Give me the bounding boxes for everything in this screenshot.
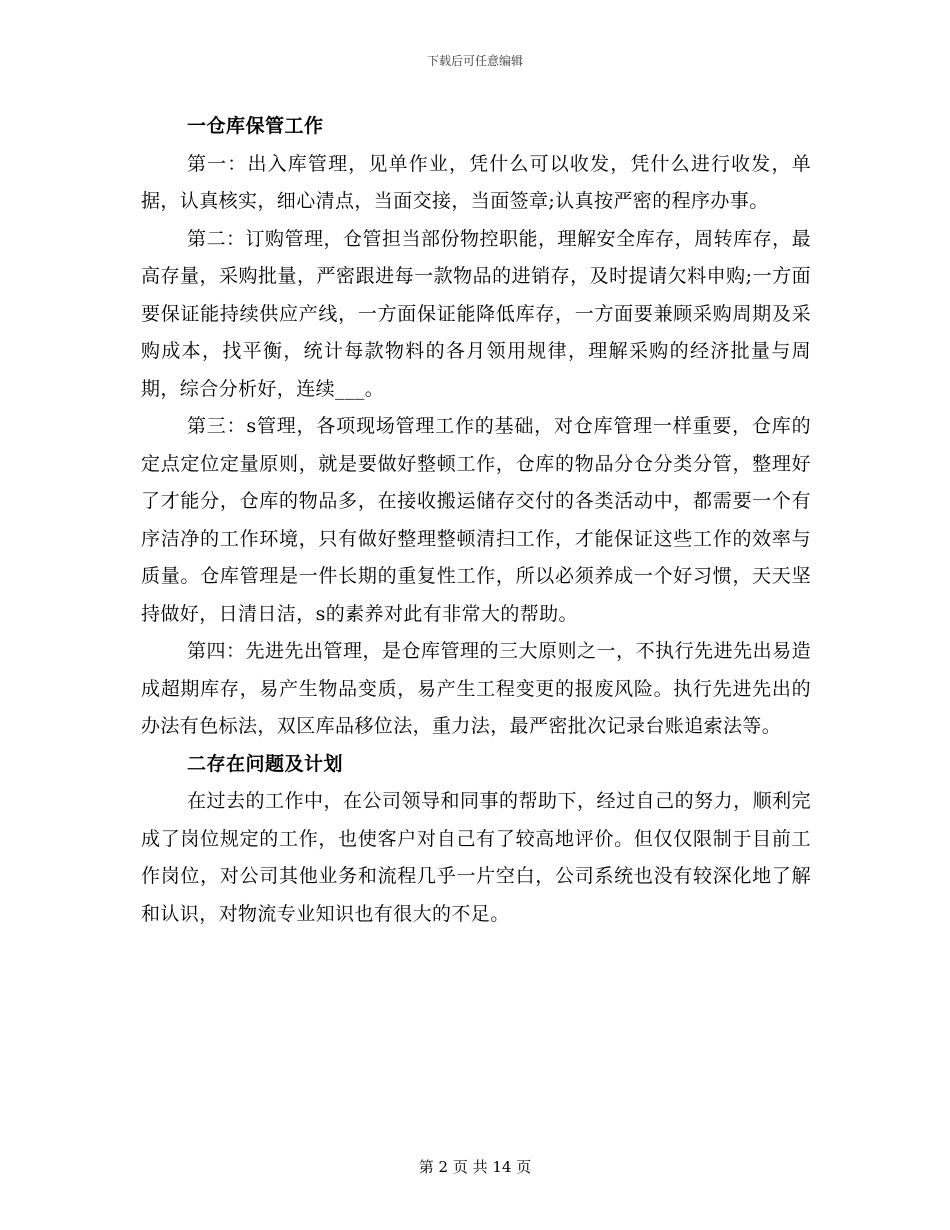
page-number-footer: 第 2 页 共 14 页: [418, 1158, 532, 1176]
section-heading-problems-plans: 二存在问题及计划: [187, 752, 344, 775]
paragraph-site-management: 第三：s管理，各项现场管理工作的基础，对仓库管理一样重要，仓库的定点定位定量原则，就是要做好整顿工作，仓库的物品分仓分类分管，整理好了才能分，仓库的物品多，在接收搬运储存交付的各类活动中，都需要一个有序洁净的工作环境，只有做好整理整顿清扫工作，才能保证这些工作的效率与质量。仓库管理是一件长期的重复性工作，所以必须养成一个好习惯，天天坚持做好，日清日洁，s的素养对此有非常大的帮助。: [141, 415, 811, 625]
paragraph-inbound-outbound: 第一：出入库管理，见单作业，凭什么可以收发，凭什么进行收发，单据，认真核实，细心清点，当面交接，当面签章;认真按严密的程序办事。: [141, 152, 811, 212]
header-note: 下载后可任意编辑: [426, 54, 523, 68]
document-body: [141, 108, 811, 933]
paragraph-fifo: 第四：先进先出管理，是仓库管理的三大原则之一，不执行先进先出易造成超期库存，易产生物品变质，易产生工程变更的报废风险。执行先进先出的办法有色标法，双区库品移位法，重力法，最严密批次记录台账追索法等。: [141, 640, 811, 737]
paragraph-ordering: 第二：订购管理，仓管担当部份物控职能，理解安全库存，周转库存，最高存量，采购批量，严密跟进每一款物品的进销存，及时提请欠料申购;一方面要保证能持续供应产线，一方面保证能降低库存，一方面要兼顾采购周期及采购成本，找平衡，统计每款物料的各月领用规律，理解采购的经济批量与周期，综合分析好，连续___。: [141, 227, 811, 400]
paragraph-problems: 在过去的工作中，在公司领导和同事的帮助下，经过自己的努力，顺利完成了岗位规定的工作，也使客户对自己有了较高地评价。但仅仅限制于目前工作岗位，对公司其他业务和流程几乎一片空白，公司系统也没有较深化地了解和认识，对物流专业知识也有很大的不足。: [141, 790, 811, 925]
section-heading-storage-work: 一仓库保管工作: [187, 115, 324, 137]
